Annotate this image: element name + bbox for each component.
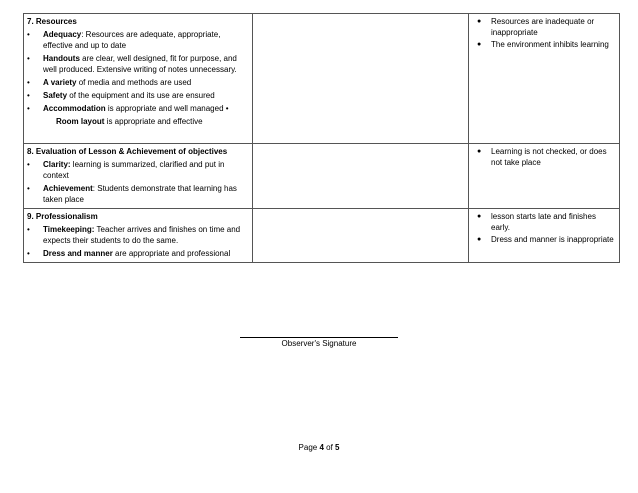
criteria-keyword: Room layout	[56, 117, 105, 126]
criteria-item	[27, 116, 249, 127]
section-row	[24, 209, 620, 263]
criteria-cell	[24, 144, 253, 209]
indicator-bullet: ●	[477, 148, 482, 155]
observation-table	[23, 13, 620, 263]
section-title: 7. Resources	[27, 17, 77, 26]
criteria-text: : Students demonstrate that learning has taken place	[43, 184, 237, 204]
page-number	[0, 443, 638, 452]
bullet: •	[27, 54, 30, 63]
bullet: •	[27, 184, 30, 193]
indicator-text: Resources are inadequate or inappropriate	[491, 17, 595, 37]
bullet: •	[27, 104, 30, 113]
section-row	[24, 144, 620, 209]
criteria-keyword: Safety	[43, 91, 68, 100]
page-total: 5	[335, 443, 340, 452]
criteria-item	[27, 183, 249, 205]
criteria-text: is appropriate and well managed •	[105, 104, 229, 113]
criteria-text: learning is summarized, clarified and put in context	[43, 160, 225, 180]
comments-cell[interactable]	[253, 14, 469, 144]
bullet: •	[27, 225, 30, 234]
criteria-item	[27, 103, 249, 114]
criteria-cell	[24, 14, 253, 144]
indicator-bullet: ●	[477, 18, 482, 25]
comments-cell[interactable]	[253, 209, 469, 263]
criteria-item	[27, 248, 249, 259]
criteria-item	[27, 29, 249, 51]
bullet: •	[27, 160, 30, 169]
criteria-keyword: A variety	[43, 78, 77, 87]
criteria-list	[27, 224, 249, 259]
indicator-bullet: ●	[477, 41, 482, 48]
criteria-text: of media and methods are used	[76, 78, 192, 87]
observation-table-body	[24, 14, 620, 263]
criteria-keyword: Timekeeping:	[43, 225, 95, 234]
criteria-keyword: Clarity:	[43, 160, 71, 169]
criteria-text: : Resources are adequate, appropriate, effective and up to date	[43, 30, 221, 50]
criteria-keyword: Dress and manner	[43, 249, 113, 258]
comments-cell[interactable]	[253, 144, 469, 209]
page-current: 4	[319, 443, 324, 452]
criteria-text: are appropriate and professional	[112, 249, 231, 258]
criteria-keyword: Adequacy	[43, 30, 82, 39]
section-row	[24, 14, 620, 144]
indicator-list	[472, 146, 616, 168]
indicator-item	[472, 39, 616, 50]
indicators-cell	[469, 144, 620, 209]
indicator-text: Learning is not checked, or does not take place	[491, 147, 607, 167]
criteria-item	[27, 224, 249, 246]
criteria-text: Teacher arrives and finishes on time and expects their students to do the same.	[43, 225, 241, 245]
indicator-item	[472, 146, 616, 168]
indicator-item	[472, 16, 616, 38]
criteria-text: of the equipment and its use are ensured	[67, 91, 215, 100]
criteria-text: is appropriate and effective	[104, 117, 203, 126]
criteria-text: are clear, well designed, fit for purpose, and well produced. Extensive writing of notes unnecessary.	[43, 54, 237, 74]
criteria-keyword: Accommodation	[43, 104, 106, 113]
signature-line	[240, 337, 398, 338]
criteria-keyword: Achievement	[43, 184, 93, 193]
bullet: •	[27, 91, 30, 100]
indicator-item	[472, 234, 616, 245]
criteria-cell	[24, 209, 253, 263]
indicator-item	[472, 211, 616, 233]
criteria-item	[27, 159, 249, 181]
indicators-cell	[469, 209, 620, 263]
indicator-text: The environment inhibits learning	[491, 40, 609, 49]
indicator-bullet: ●	[477, 213, 482, 220]
indicator-text: lesson starts late and finishes early.	[491, 212, 596, 232]
criteria-list	[27, 159, 249, 205]
bullet: •	[27, 249, 30, 258]
criteria-item	[27, 77, 249, 88]
indicators-cell	[469, 14, 620, 144]
signature-label: Observer's Signature	[281, 339, 357, 348]
criteria-item	[27, 53, 249, 75]
bullet: •	[27, 30, 30, 39]
indicator-bullet: ●	[477, 236, 482, 243]
section-title: 9. Professionalism	[27, 212, 98, 221]
indicator-text: Dress and manner is inappropriate	[491, 235, 614, 244]
criteria-list	[27, 29, 249, 127]
section-title: 8. Evaluation of Lesson & Achievement of objectives	[27, 147, 228, 156]
page-prefix: Page	[298, 443, 320, 452]
indicator-list	[472, 211, 616, 245]
page-of: of	[323, 443, 336, 452]
indicator-list	[472, 16, 616, 50]
criteria-keyword: Handouts	[43, 54, 80, 63]
criteria-item	[27, 90, 249, 101]
bullet: •	[27, 78, 30, 87]
